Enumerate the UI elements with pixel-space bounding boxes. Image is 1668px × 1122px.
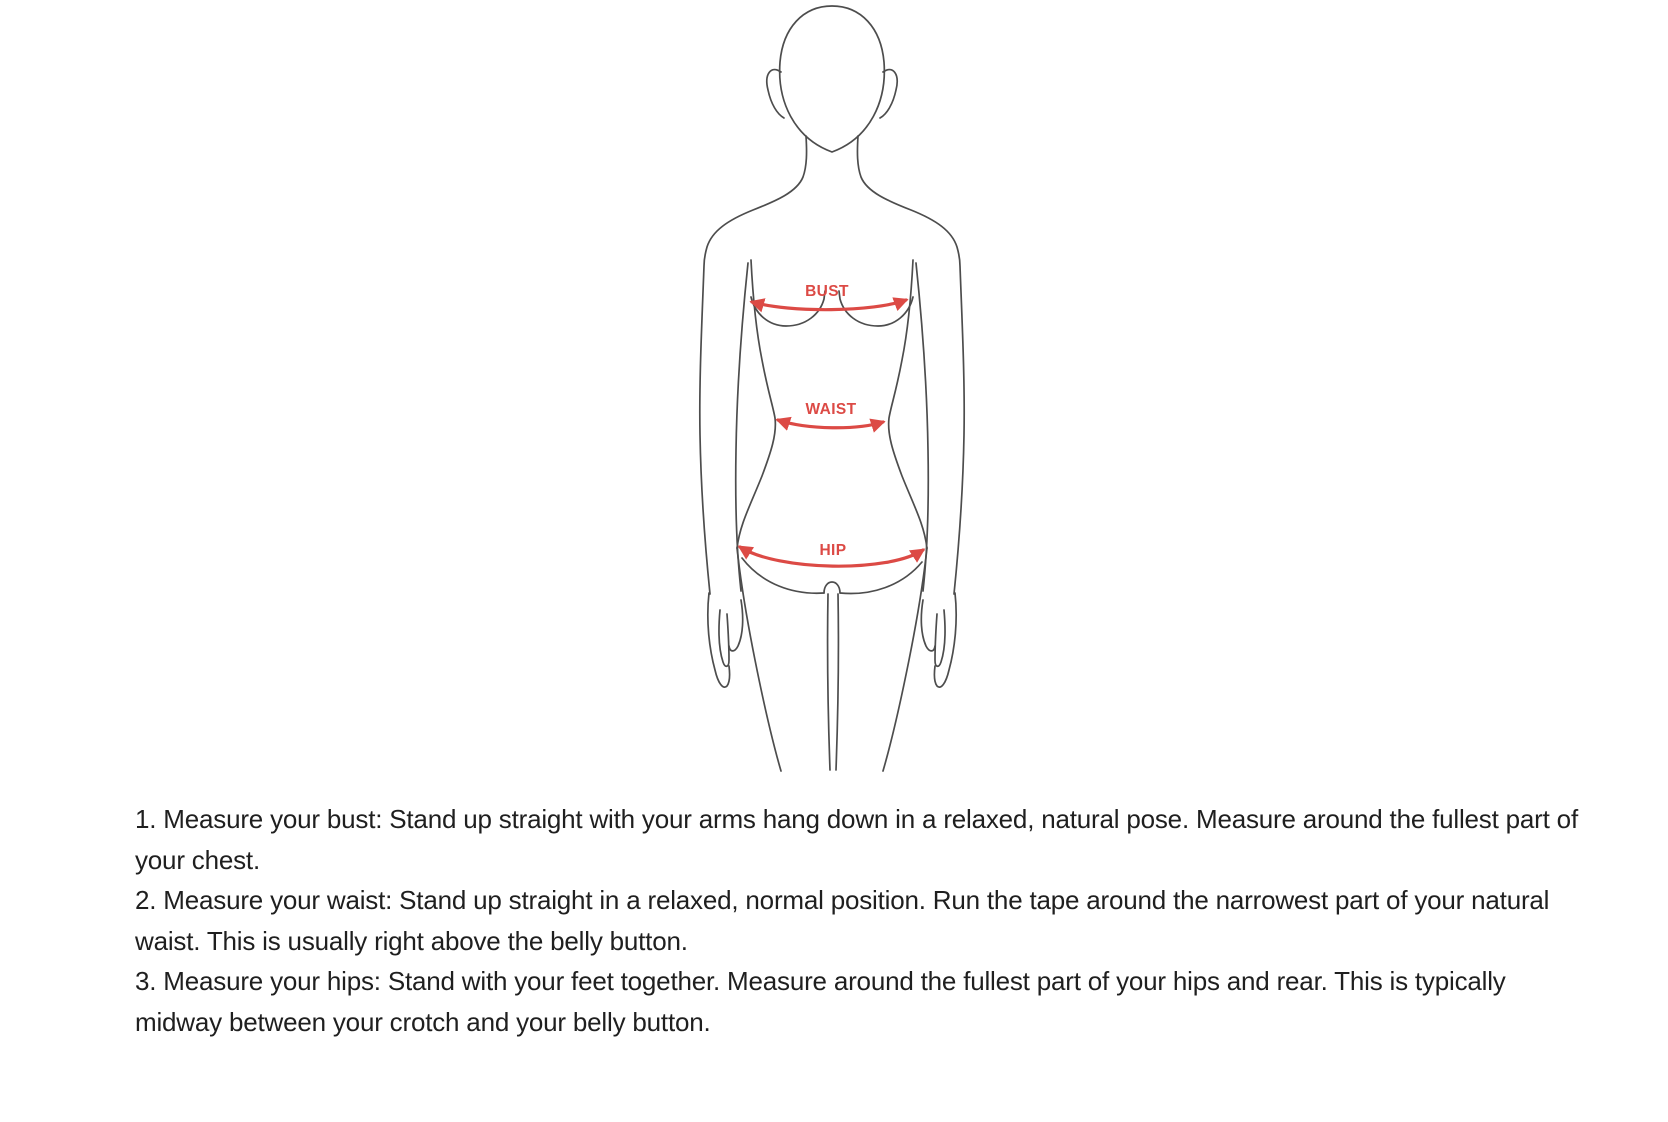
hip-label: HIP xyxy=(819,542,847,559)
right-outer-leg xyxy=(883,548,927,771)
right-neck-shoulder-arm xyxy=(857,136,964,594)
instruction-item-bust xyxy=(135,799,1597,880)
head-outline xyxy=(780,6,885,152)
waist-arrow xyxy=(778,420,883,428)
instruction-number: 3. xyxy=(135,966,157,996)
crotch-curve xyxy=(824,582,840,593)
instruction-number: 2. xyxy=(135,885,157,915)
instruction-item-hips xyxy=(135,961,1597,1042)
instruction-text: Measure your waist: Stand up straight in a relaxed, normal position. Run the tape around the narrowest part of your natural waist. This is usually right above the belly button. xyxy=(135,885,1550,956)
instruction-text: Measure your hips: Stand with your feet together. Measure around the fullest part of your hips and rear. This is typically midway between your crotch and your belly button. xyxy=(135,966,1506,1037)
figure-outline xyxy=(700,6,964,771)
measure-labels xyxy=(805,283,857,559)
body-measurement-diagram xyxy=(655,0,1010,795)
bust-label: BUST xyxy=(805,283,849,300)
bust-arrow xyxy=(752,300,906,310)
right-thumb-line xyxy=(921,600,935,651)
instruction-number: 1. xyxy=(135,804,157,834)
left-thumb-line xyxy=(729,600,743,651)
instruction-text: Measure your bust: Stand up straight with your arms hang down in a relaxed, natural pose. Measure around the fullest part of your chest. xyxy=(135,804,1578,875)
left-neck-shoulder-arm xyxy=(700,136,807,594)
instruction-item-waist xyxy=(135,880,1597,961)
measure-arrows xyxy=(740,300,923,566)
measurement-instructions xyxy=(135,799,1597,1042)
right-inner-leg xyxy=(836,594,838,770)
measurement-figure xyxy=(655,0,1010,795)
left-inner-leg xyxy=(828,594,830,770)
waist-label: WAIST xyxy=(805,401,857,418)
left-hand-finger-line xyxy=(719,610,729,666)
right-hand-finger-line xyxy=(935,610,945,666)
left-hip-curve xyxy=(742,558,824,593)
left-outer-leg xyxy=(737,548,781,771)
